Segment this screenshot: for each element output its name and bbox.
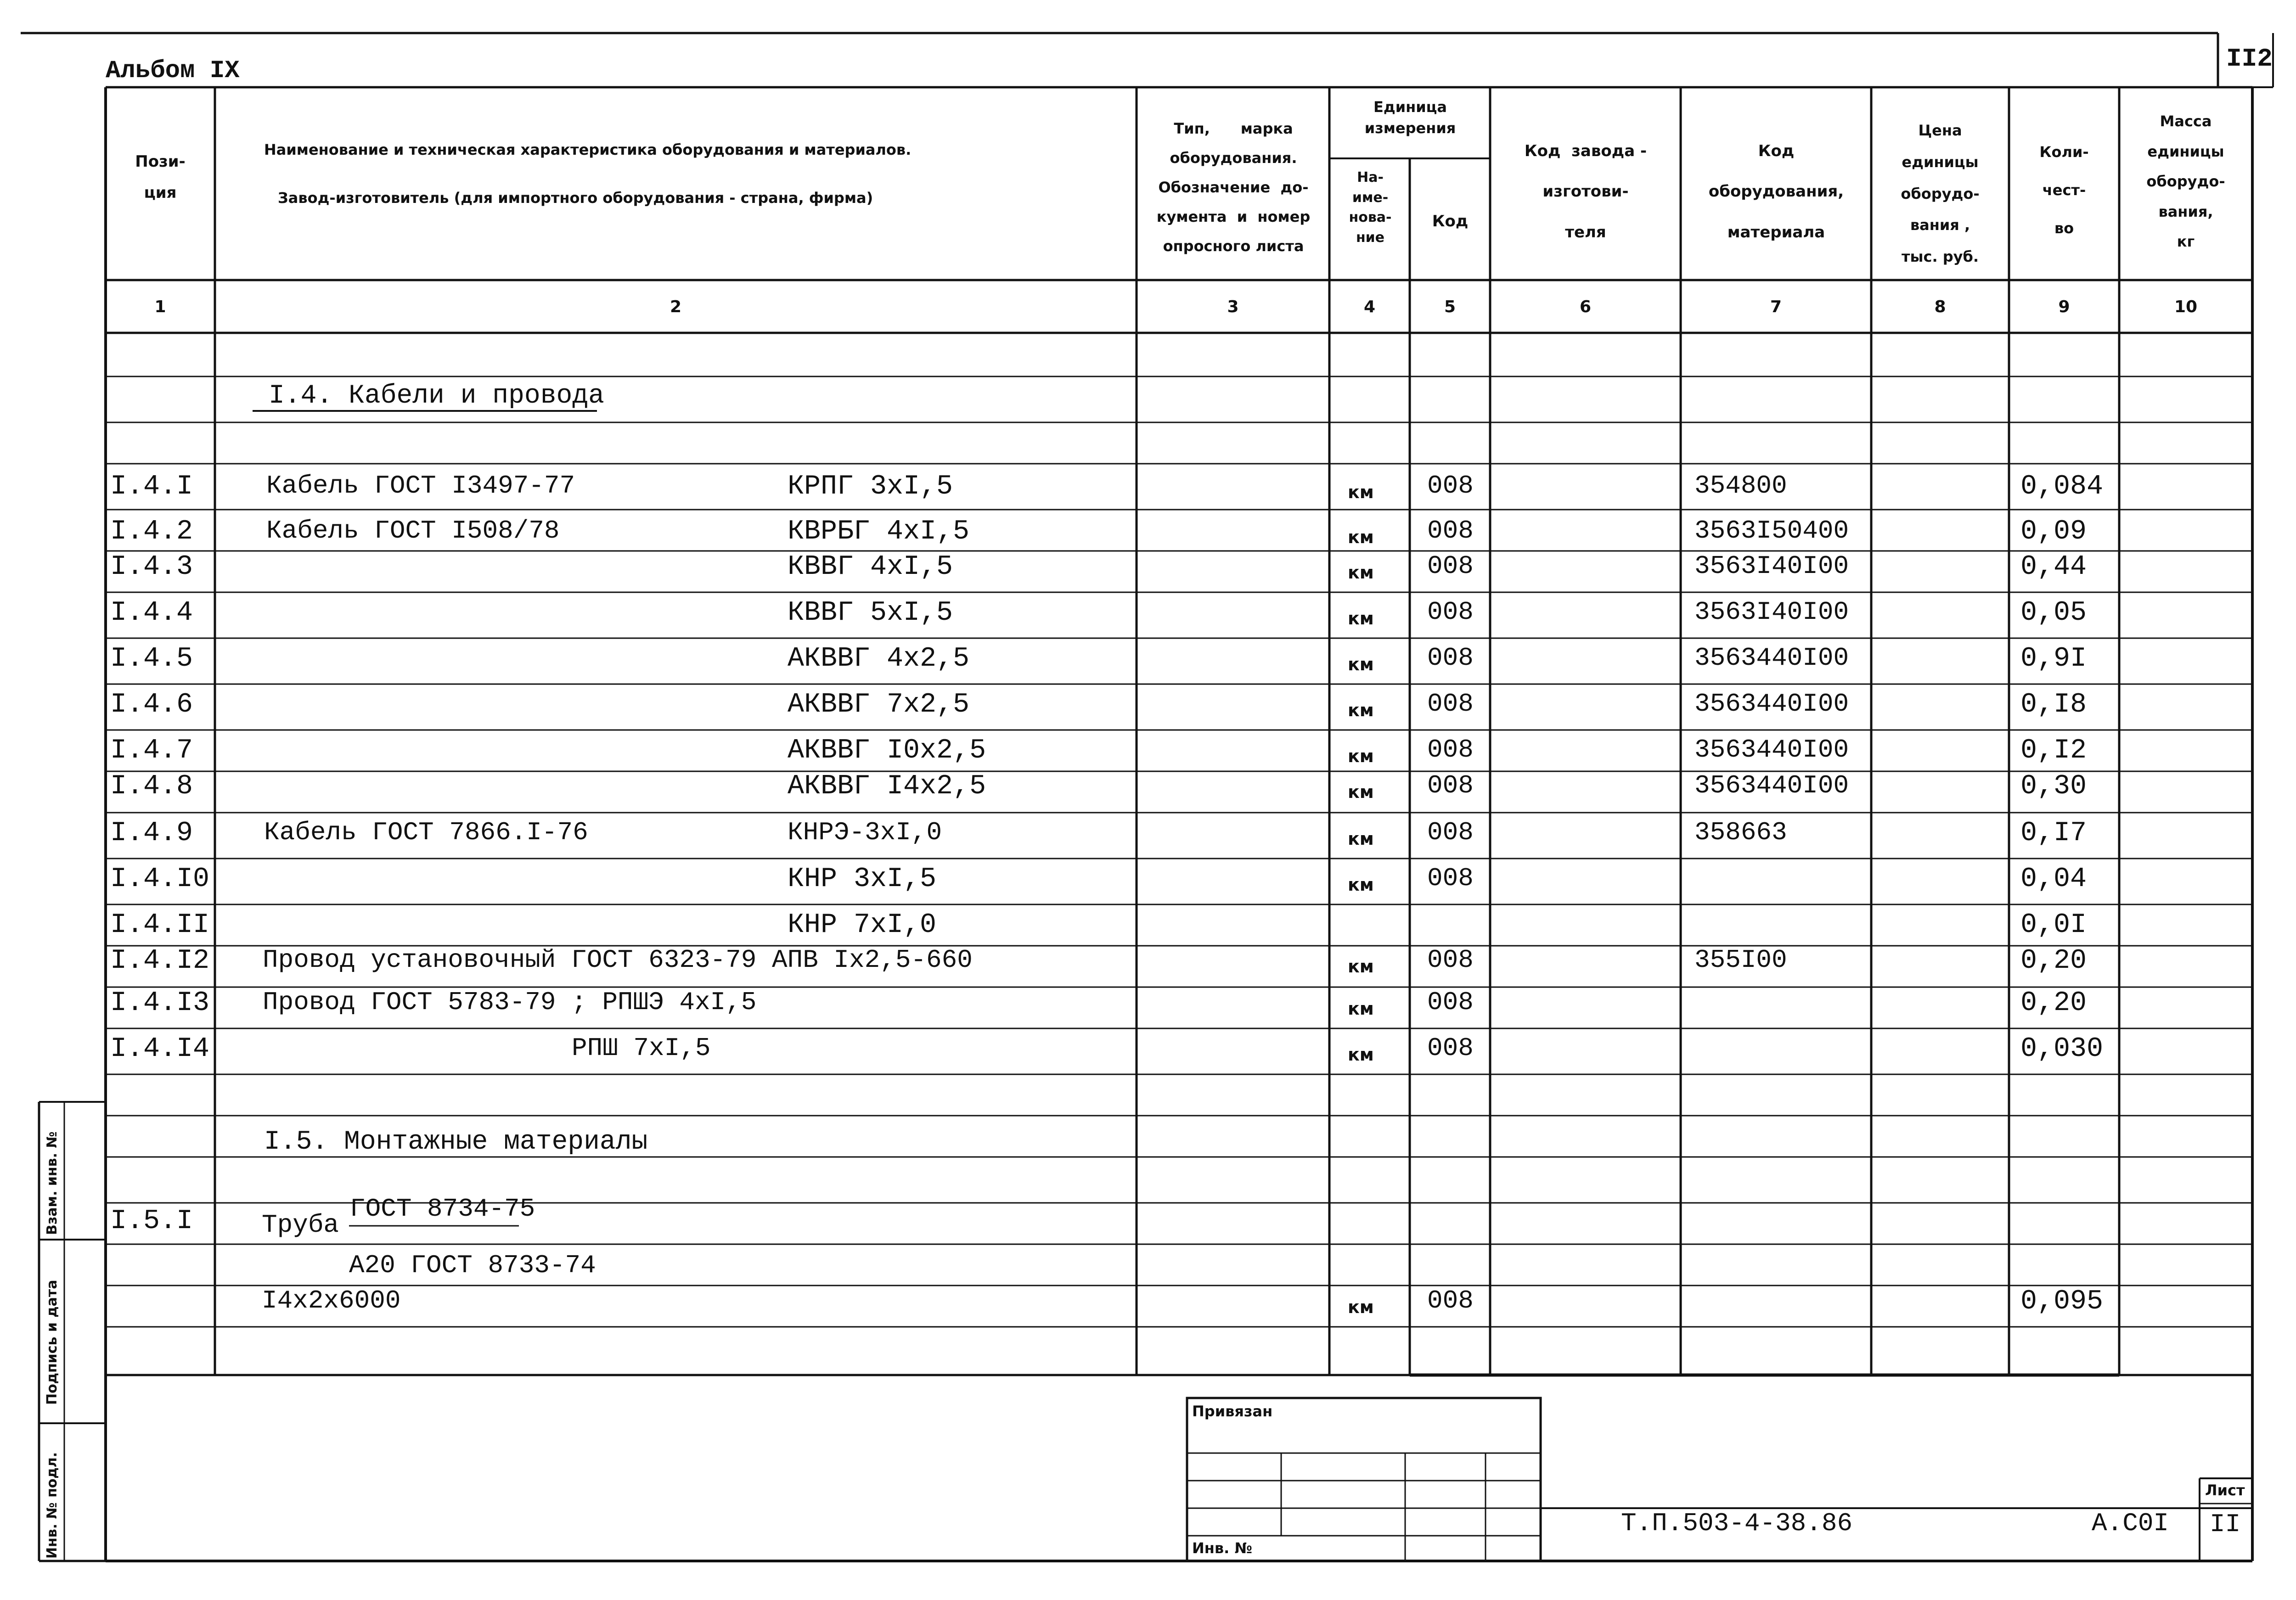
row-name: Провод установочный ГОСТ 6323-79 АПВ Iх2,5-660 — [263, 945, 973, 975]
row-name: РПШ 7хI,5 — [572, 1033, 711, 1063]
row-material-code: 3563440I00 — [1694, 771, 1849, 800]
row-unit-code: 008 — [1427, 864, 1474, 893]
row-material-code: 3563I50400 — [1694, 516, 1849, 545]
row-quantity: 0,04 — [2020, 864, 2087, 895]
row-quantity: 0,I8 — [2020, 689, 2087, 720]
header-unit-group: Единица измерения — [1364, 98, 1456, 137]
row-mark: КНР 3хI,5 — [788, 864, 937, 895]
row-position: I.4.9 — [110, 818, 193, 849]
row-name: Труба — [262, 1210, 339, 1240]
row-unit-code: 008 — [1427, 689, 1474, 719]
row-position: I.5.I — [110, 1206, 193, 1237]
stamp-bound-label: Привязан — [1192, 1403, 1273, 1420]
row-name: Кабель ГОСТ 7866.I-76 — [264, 818, 588, 847]
row-unit: км — [1348, 829, 1374, 849]
row-material-code: 354800 — [1694, 471, 1787, 500]
row-unit-code: 008 — [1427, 551, 1474, 581]
col-number: 8 — [1934, 298, 1946, 316]
row-unit: км — [1348, 782, 1374, 802]
row-unit-code: 008 — [1427, 945, 1474, 975]
row-material-code: 3563I40I00 — [1694, 597, 1849, 627]
col-number: 2 — [670, 298, 682, 316]
header-unit-code: Код — [1432, 212, 1469, 230]
sheet-label: Лист — [2205, 1482, 2245, 1499]
row-mark: АКВВГ 7х2,5 — [788, 689, 970, 720]
row-position: I.4.I4 — [110, 1033, 210, 1065]
row-unit-code: 008 — [1427, 988, 1474, 1017]
section-heading: I.5. Монтажные материалы — [264, 1127, 648, 1157]
header-factory-code: Код завода - изготови- теля — [1524, 142, 1647, 241]
stamp-inv-label: Инв. № — [1192, 1539, 1252, 1557]
row-unit-code: 008 — [1427, 818, 1474, 847]
row-quantity: 0,20 — [2020, 945, 2087, 977]
side-label-podpis: Подпись и дата — [44, 1280, 60, 1405]
row-quantity: 0,0I — [2020, 909, 2087, 941]
row-position: I.4.4 — [110, 597, 193, 629]
header-name-line1: Наименование и техническая характеристика оборудования и материалов. — [264, 141, 912, 158]
row-position: I.4.I2 — [110, 945, 210, 977]
row-mark: КНР 7хI,0 — [788, 909, 937, 941]
row-unit-code: 008 — [1427, 735, 1474, 764]
col-number: 7 — [1770, 298, 1782, 316]
row-unit: км — [1348, 527, 1374, 547]
row-name-standard: ГОСТ 8734-75 — [350, 1194, 535, 1224]
row-mark: АКВВГ 4х2,5 — [788, 643, 970, 674]
col-number: 5 — [1444, 298, 1456, 316]
row-quantity: 0,44 — [2020, 551, 2087, 583]
header-material-code: Код оборудования, материала — [1708, 142, 1844, 241]
row-mark: КВРБГ 4хI,5 — [788, 516, 970, 547]
row-quantity: 0,095 — [2020, 1286, 2104, 1317]
row-mark: КРПГ 3хI,5 — [788, 471, 953, 502]
header-position: Пози- ция — [135, 152, 186, 202]
album-title: Альбом IX — [106, 57, 240, 85]
side-label-inv-podl: Инв. № подл. — [44, 1452, 60, 1559]
row-unit: км — [1348, 562, 1374, 583]
header-unit-name: На- име- нова- ние — [1349, 169, 1392, 246]
row-position: I.4.5 — [110, 643, 193, 674]
row-material-code: 3563I40I00 — [1694, 551, 1849, 581]
row-name: Кабель ГОСТ I3497-77 — [266, 471, 575, 500]
row-unit: км — [1348, 482, 1374, 502]
row-position: I.4.3 — [110, 551, 193, 583]
document-code: Т.П.503-4-38.86 — [1621, 1509, 1853, 1538]
row-material-code: 355I00 — [1694, 945, 1787, 975]
side-label-vzam: Взам. инв. № — [44, 1131, 60, 1235]
row-unit: км — [1348, 875, 1374, 895]
row-material-code: 3563440I00 — [1694, 689, 1849, 719]
row-position: I.4.7 — [110, 735, 193, 766]
row-name: Провод ГОСТ 5783-79 ; РПШЭ 4хI,5 — [263, 988, 757, 1017]
header-price: Цена единицы оборудо- вания , тыс. руб. — [1901, 122, 1980, 266]
row-unit: км — [1348, 700, 1374, 720]
row-quantity: 0,084 — [2020, 471, 2104, 502]
row-name-line3: I4х2х6000 — [262, 1286, 401, 1315]
row-quantity: 0,9I — [2020, 643, 2087, 674]
row-quantity: 0,09 — [2020, 516, 2087, 547]
header-quantity: Коли- чест- во — [2039, 143, 2089, 237]
row-quantity: 0,030 — [2020, 1033, 2104, 1065]
row-position: I.4.6 — [110, 689, 193, 720]
col-number: 9 — [2058, 298, 2070, 316]
row-unit: км — [1348, 608, 1374, 629]
row-mark: АКВВГ I4х2,5 — [788, 771, 986, 802]
row-position: I.4.2 — [110, 516, 193, 547]
row-quantity: 0,20 — [2020, 988, 2087, 1019]
row-unit-code: 008 — [1427, 471, 1474, 500]
col-number: 10 — [2174, 298, 2198, 316]
row-unit-code: 008 — [1427, 643, 1474, 673]
row-position: I.4.II — [110, 909, 210, 941]
row-unit-code: 008 — [1427, 1033, 1474, 1063]
row-position: I.4.I0 — [110, 864, 210, 895]
row-position: I.4.8 — [110, 771, 193, 802]
row-position: I.4.I — [110, 471, 193, 502]
row-unit-code: 008 — [1427, 516, 1474, 545]
row-name-line2: А20 ГОСТ 8733-74 — [349, 1251, 596, 1280]
row-unit: км — [1348, 1297, 1374, 1317]
row-quantity: 0,I2 — [2020, 735, 2087, 766]
row-unit-code: 008 — [1427, 597, 1474, 627]
row-quantity: 0,I7 — [2020, 818, 2087, 849]
col-number: 6 — [1579, 298, 1592, 316]
section-heading: I.4. Кабели и провода — [269, 381, 604, 411]
row-quantity: 0,05 — [2020, 597, 2087, 629]
row-unit: км — [1348, 1044, 1374, 1065]
row-material-code: 358663 — [1694, 818, 1787, 847]
row-position: I.4.I3 — [110, 988, 210, 1019]
row-unit: км — [1348, 654, 1374, 674]
header-name-line2: Завод-изготовитель (для импортного оборудования - страна, фирма) — [278, 189, 873, 207]
row-mark: КНРЭ-3хI,0 — [788, 818, 942, 847]
album-code: А.С0I — [2092, 1509, 2169, 1538]
row-name: Кабель ГОСТ I508/78 — [266, 516, 560, 545]
row-material-code: 3563440I00 — [1694, 643, 1849, 673]
row-unit: км — [1348, 956, 1374, 977]
row-quantity: 0,30 — [2020, 771, 2087, 802]
page-number: II2 — [2226, 44, 2273, 73]
row-mark: КВВГ 5хI,5 — [788, 597, 953, 629]
row-unit-code: 008 — [1427, 1286, 1474, 1315]
row-mark: АКВВГ I0х2,5 — [788, 735, 986, 766]
col-number: 3 — [1227, 298, 1239, 316]
row-mark: КВВГ 4хI,5 — [788, 551, 953, 583]
header-type: Тип, марка оборудования. Обозначение до- кумента и номер опросного листа — [1156, 120, 1311, 255]
row-unit: км — [1348, 999, 1374, 1019]
row-material-code: 3563440I00 — [1694, 735, 1849, 764]
col-number: 4 — [1363, 298, 1376, 316]
row-unit: км — [1348, 746, 1374, 766]
row-unit-code: 008 — [1427, 771, 1474, 800]
col-number: 1 — [154, 298, 166, 316]
sheet-number: II — [2210, 1510, 2241, 1539]
header-mass: Масса единицы оборудо- вания, кг — [2146, 112, 2225, 251]
